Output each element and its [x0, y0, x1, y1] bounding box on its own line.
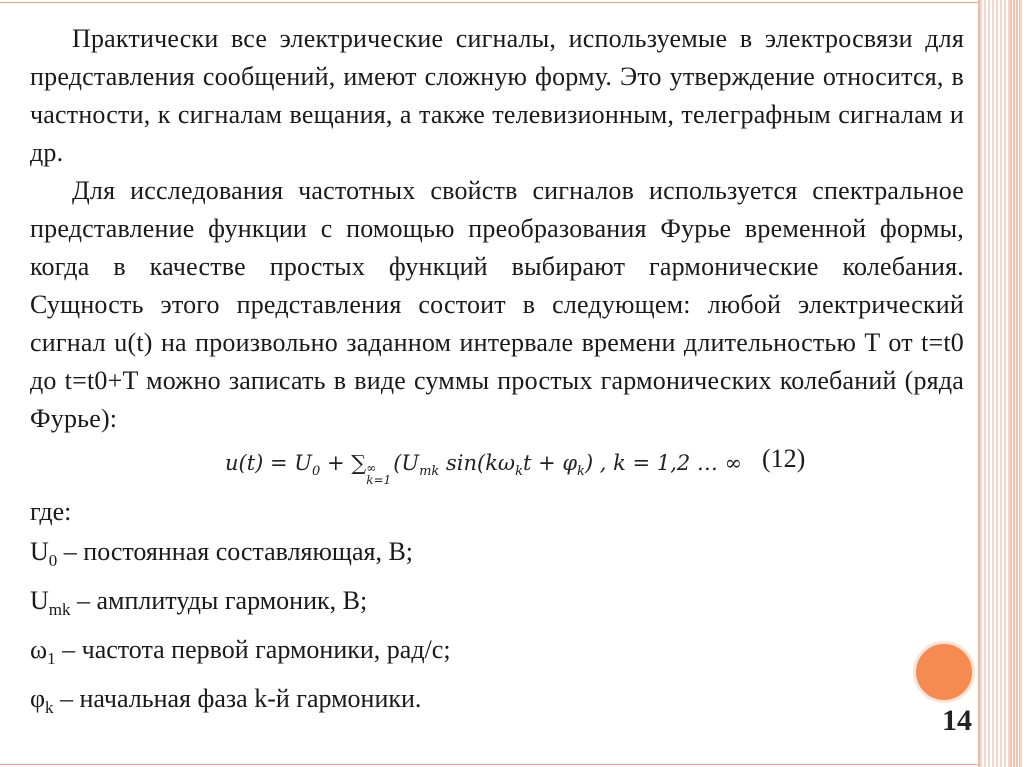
definition-subscript: 1: [47, 649, 56, 668]
decorative-side-stripe: [980, 0, 1024, 767]
formula-sum-sign: + ∑: [320, 451, 367, 475]
fourier-series-formula: [225, 444, 742, 491]
decorative-circle: [913, 641, 975, 703]
definition-symbol: φ: [30, 684, 46, 713]
formula-omega-sub: k: [515, 464, 523, 479]
formula-sum-upper: ∞: [366, 461, 377, 475]
top-rule: [0, 2, 1024, 3]
formula-row: [30, 442, 964, 490]
definitions-list: [30, 492, 964, 728]
definition-symbol: U: [30, 586, 49, 615]
page-number: 14: [942, 704, 972, 737]
formula-body-a: (U: [393, 451, 420, 475]
formula-sum-limits: [366, 462, 391, 486]
definition-text: – начальная фаза k-й гармоники.: [53, 684, 422, 713]
paragraph-fourier: Для исследования частотных свойств сигналов используется спектральное представление функции с помощью преобразования Фурье временной формы, когда в качестве простых функций выбирают гармонические колебания. Сущность этого представления состоит в следующем: любой электрический сигнал u(t) на произвольно заданном интервале времени длительностью T от t=t0 до t=t0+T можно записать в виде суммы простых гармонических колебаний (ряда Фурье):: [30, 176, 964, 433]
definition-item: [30, 581, 964, 630]
bottom-rule: [0, 764, 1024, 765]
slide-content: [30, 20, 964, 728]
formula-body-b: sin(kω: [439, 451, 516, 475]
definition-symbol: ω: [30, 635, 48, 664]
definition-text: – амплитуды гармоник, В;: [70, 586, 368, 615]
definition-item: [30, 679, 964, 728]
where-label: где:: [30, 497, 72, 526]
definition-symbol: U: [30, 537, 49, 566]
paragraph-intro: Практически все электрические сигналы, используемые в электросвязи для представления сообщений, имеют сложную форму. Это утверждение относится, в частности, к сигналам вещания, а также телевизионным, телеграфным сигналам и др.: [30, 24, 964, 167]
formula-body-d: ) , k = 1,2 … ∞: [584, 451, 743, 475]
definition-text: – постоянная составляющая, В;: [57, 537, 414, 566]
formula-lhs: u(t) = U: [225, 451, 312, 475]
formula-u0-sub: 0: [312, 464, 321, 479]
formula-phi-sub: k: [577, 464, 585, 479]
definition-item: [30, 532, 964, 581]
equation-number: (12): [762, 444, 806, 473]
definition-subscript: k: [45, 698, 54, 717]
formula-sum-lower: k=1: [366, 473, 392, 487]
definition-item: [30, 630, 964, 679]
formula-umk-sub: mk: [419, 464, 440, 479]
definition-text: – частота первой гармоники, рад/с;: [55, 635, 451, 664]
definition-subscript: 0: [48, 551, 58, 570]
definition-subscript: mk: [48, 600, 71, 619]
formula-body-c: t + φ: [522, 451, 578, 475]
